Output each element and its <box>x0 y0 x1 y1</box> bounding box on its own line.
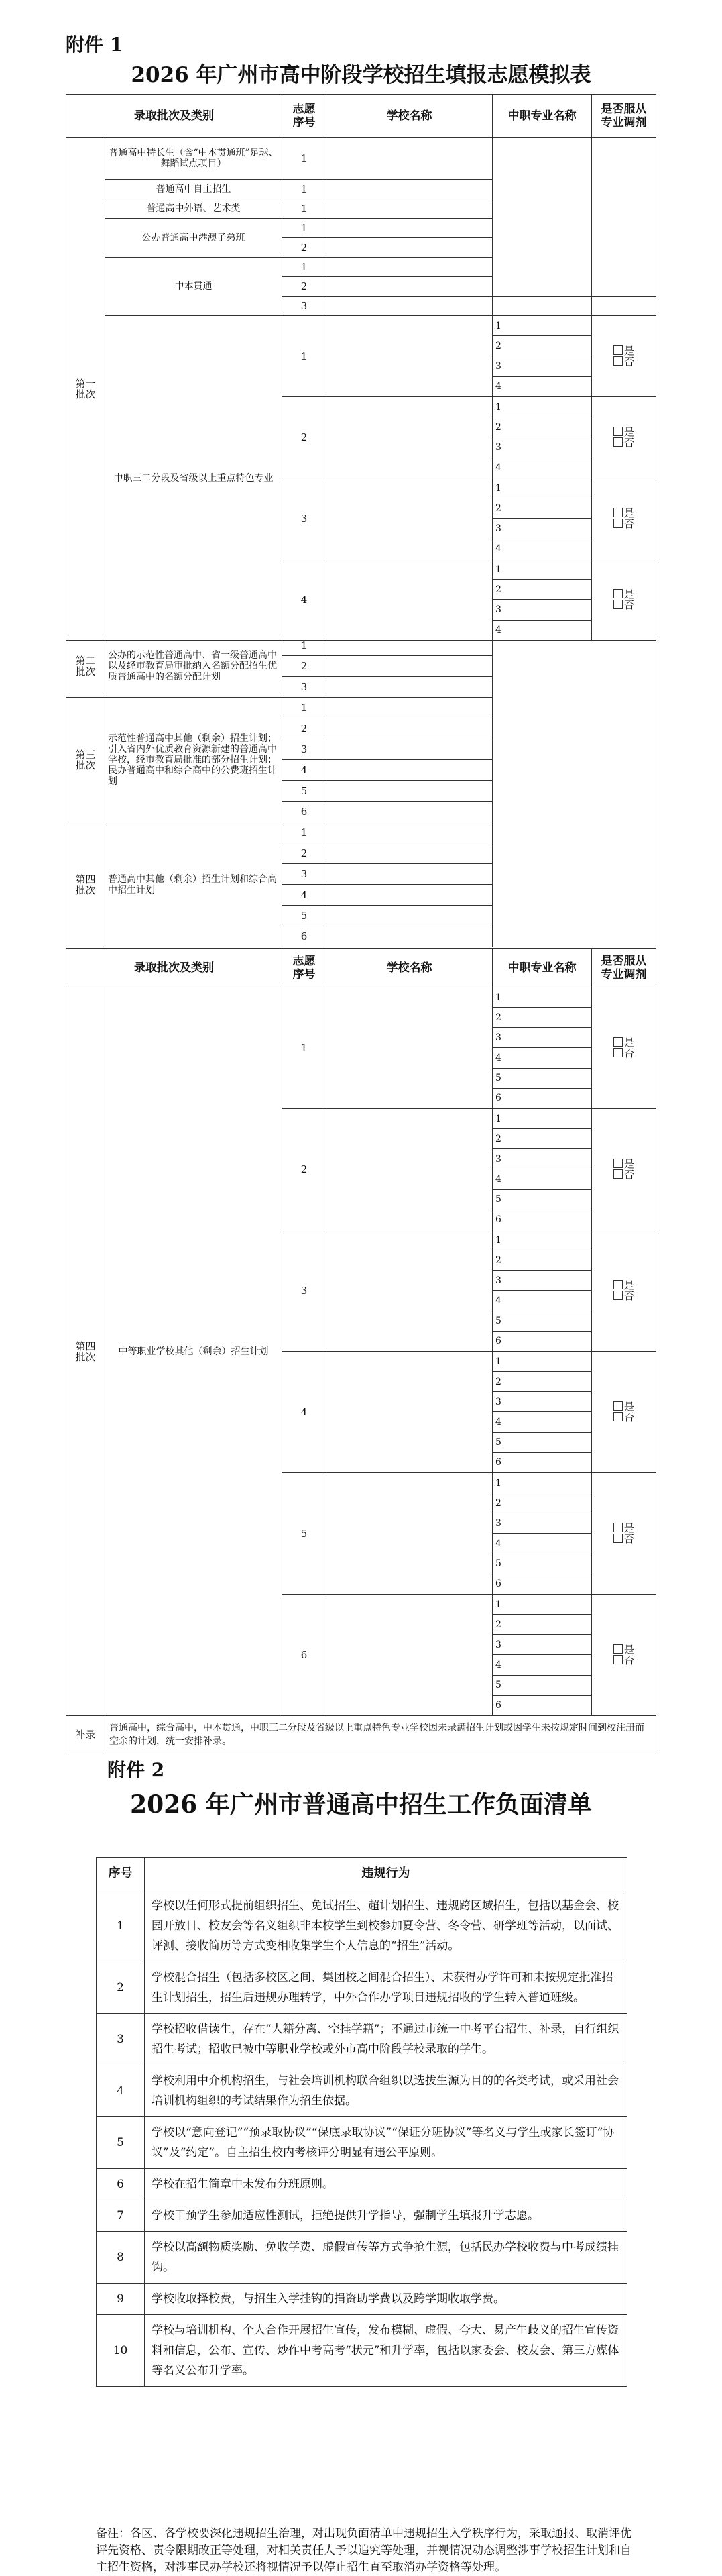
table-row: 7 学校干预学生参加适应性测试，拒绝提供升学指导，强制学生填报升学志愿。 <box>97 2200 627 2232</box>
order-num: 1 <box>282 987 326 1109</box>
order-num: 2 <box>282 718 326 739</box>
major-num: 4 <box>495 381 501 392</box>
list-header-item: 违规行为 <box>145 1858 627 1890</box>
batch-1-label: 第一 批次 <box>66 138 105 641</box>
order-num: 4 <box>282 1352 326 1473</box>
cat-zz-batch4: 中等职业学校其他（剩余）招生计划 <box>105 987 282 1716</box>
order-num: 1 <box>282 138 326 180</box>
cat-self: 普通高中自主招生 <box>105 180 282 199</box>
cat-batch3: 示范性普通高中其他（剩余）招生计划；引入省内外优质教育资源新建的普通高中学校，经市教育局批准的部分招生计划；民办普通高中和综合高中的公费班招生计划 <box>105 698 282 822</box>
school-cell[interactable] <box>326 802 493 822</box>
school-cell[interactable] <box>326 478 493 559</box>
batch-4-label: 第四 批次 <box>66 822 105 947</box>
adjust-choice[interactable]: 是 否 <box>592 397 656 478</box>
order-num: 5 <box>282 906 326 926</box>
adjust-choice[interactable]: 是 否 <box>592 1230 656 1352</box>
order-num: 1 <box>282 180 326 199</box>
order-num: 4 <box>282 559 326 641</box>
order-num: 3 <box>282 739 326 760</box>
attachment-2-label: 附件 2 <box>107 1759 165 1781</box>
adjust-choice[interactable]: 是 否 <box>592 316 656 397</box>
order-num: 6 <box>282 1595 326 1716</box>
list-title: 2026 年广州市普通高中招生工作负面清单 <box>130 1790 592 1819</box>
order-num: 2 <box>282 656 326 677</box>
school-cell[interactable] <box>326 885 493 906</box>
school-cell[interactable] <box>326 316 493 397</box>
school-cell[interactable] <box>326 1473 493 1595</box>
adjust-choice[interactable]: 是 否 <box>592 1109 656 1230</box>
order-num: 3 <box>282 478 326 559</box>
order-num: 2 <box>282 277 326 297</box>
order-num: 1 <box>282 258 326 277</box>
school-cell[interactable] <box>326 199 493 219</box>
order-num: 6 <box>282 802 326 822</box>
header-adjust: 是否服从 专业调剂 <box>592 95 656 138</box>
negative-list-table <box>96 1857 627 2387</box>
batch-2-label: 第二 批次 <box>66 635 105 698</box>
adjust-choice[interactable]: 是 否 <box>592 1473 656 1595</box>
school-cell[interactable] <box>326 219 493 238</box>
cat-zz: 中职三二分段及省级以上重点特色专业 <box>105 316 282 641</box>
adjust-choice[interactable]: 是 否 <box>592 559 656 641</box>
school-cell[interactable] <box>326 397 493 478</box>
order-num: 1 <box>282 199 326 219</box>
order-num: 1 <box>282 316 326 397</box>
school-cell[interactable] <box>326 926 493 947</box>
school-cell[interactable] <box>326 277 493 297</box>
school-cell[interactable] <box>326 760 493 781</box>
header-category: 录取批次及类别 <box>66 95 282 138</box>
school-cell[interactable] <box>326 1352 493 1473</box>
header-major: 中职专业名称 <box>493 95 592 138</box>
order-num: 1 <box>282 219 326 238</box>
school-cell[interactable] <box>326 1109 493 1230</box>
school-cell[interactable] <box>326 677 493 698</box>
header-school: 学校名称 <box>326 95 493 138</box>
order-num: 2 <box>282 1109 326 1230</box>
attachment-1-label: 附件 1 <box>66 34 123 56</box>
order-num: 5 <box>282 781 326 802</box>
header-major: 中职专业名称 <box>493 949 592 987</box>
volunteer-form-table: 录取批次及类别 志愿 序号 学校名称 中职专业名称 是否服从 专业调剂 第一 批次 普通高中特长生（含“中本贯通班”足球、舞蹈试点项目） 1 普通高中自主招生 1 普通高中外语、艺术类 1 公办普通高中港澳子弟班 1 2 中本贯通 1 2 3 中职三二分段及省级以上重点特色专业 1 1 2 3 4 是 否 2 1 2 3 4 是 否 3 1 2 3 4 是 否 4 1 2 3 4 是 否 <box>66 94 656 641</box>
order-num: 2 <box>282 238 326 258</box>
school-cell[interactable] <box>326 739 493 760</box>
order-num: 3 <box>282 864 326 885</box>
batch-3-label: 第三 批次 <box>66 698 105 822</box>
table-row: 6 学校在招生简章中未发布分班原则。 <box>97 2169 627 2200</box>
batch-4-label: 第四 批次 <box>66 987 105 1716</box>
order-num: 3 <box>282 1230 326 1352</box>
school-cell[interactable] <box>326 987 493 1109</box>
school-cell[interactable] <box>326 906 493 926</box>
vocational-table: 录取批次及类别 志愿 序号 学校名称 中职专业名称 是否服从 专业调剂 第四 批次 中等职业学校其他（剩余）招生计划 1 1 2 3 4 5 6 是 否 2 1 2 3 4 5 6 是 否 3 1 2 3 4 5 6 是 否 4 1 2 3 4 5 6 是 否 5 1 2 3 4 5 6 是 否 6 1 2 3 4 5 6 是 否 补录 普通高中，综合高中，中本贯通，中职三二分段及省级以上重点特色专业学校因未录满招生计划或因学生未按规定时间到校注册而空余的计划，统一安排补录。 <box>66 948 656 1754</box>
volunteer-form-table-lower <box>66 635 656 947</box>
major-cell-empty <box>493 297 592 316</box>
table-row: 5 学校以“意向登记”“预录取协议”“保底录取协议”“保证分班协议”等名义与学生或家长签订“协议”及“约定”。自主招生校内考核评分明显有违公平原则。 <box>97 2117 627 2169</box>
school-cell[interactable] <box>326 1230 493 1352</box>
order-num: 3 <box>282 677 326 698</box>
major-num: 2 <box>493 336 591 356</box>
order-num: 1 <box>282 635 326 656</box>
order-num: 1 <box>282 822 326 843</box>
table-row: 4 学校利用中介机构招生，与社会培训机构联合组织以选拔生源为目的的各类考试，或采用社会培训机构组织的考试结果作为招生依据。 <box>97 2065 627 2117</box>
table-row: 2 学校混合招生（包括多校区之间、集团校之间混合招生）、未获得办学许可和未按规定批准招生计划招生，招生后违规办理转学，中外合作办学项目违规招收的学生转入普通班级。 <box>97 1962 627 2014</box>
table-row: 9 学校收取择校费，与招生入学挂钩的捐资助学费以及跨学期收取学费。 <box>97 2284 627 2315</box>
table-row: 3 学校招收借读生，存在“人籍分离、空挂学籍”；不通过市统一中考平台招生、补录，自行组织招生考试；招收已被中等职业学校或外市高中阶段学校录取的学生。 <box>97 2014 627 2065</box>
form-title: 2026 年广州市高中阶段学校招生填报志愿模拟表 <box>131 63 591 87</box>
header-category: 录取批次及类别 <box>66 949 282 987</box>
cat-zb: 中本贯通 <box>105 258 282 316</box>
school-cell[interactable] <box>326 238 493 258</box>
table-row: 1 学校以任何形式提前组织招生、免试招生、超计划招生、违规跨区域招生，包括以基金会、校园开放日、校友会等名义组织非本校学生到校参加夏令营、冬令营、研学班等活动，以面试、评测、接收简历等方式变相收集学生个人信息的“招生”活动。 <box>97 1890 627 1962</box>
school-cell[interactable] <box>326 698 493 718</box>
order-num: 4 <box>282 885 326 906</box>
school-cell[interactable] <box>326 258 493 277</box>
school-cell[interactable] <box>326 656 493 677</box>
school-cell[interactable] <box>326 864 493 885</box>
order-num: 5 <box>282 1473 326 1595</box>
cat-batch4: 普通高中其他（剩余）招生计划和综合高中招生计划 <box>105 822 282 947</box>
cat-hkmo: 公办普通高中港澳子弟班 <box>105 219 282 258</box>
checkbox-no <box>613 356 623 366</box>
school-cell[interactable] <box>326 180 493 199</box>
order-num: 2 <box>282 843 326 864</box>
header-order: 志愿 序号 <box>282 949 326 987</box>
table-row: 8 学校以高额物质奖励、免收学费、虚假宣传等方式争抢生源，包括民办学校收费与中考成绩挂钩。 <box>97 2232 627 2284</box>
adjust-choice[interactable]: 是 否 <box>592 478 656 559</box>
cat-batch2: 公办的示范性普通高中、省一级普通高中以及经市教育局审批纳入名额分配招生优质普通高中的名额分配计划 <box>105 635 282 698</box>
school-cell[interactable] <box>326 635 493 656</box>
order-num: 1 <box>282 698 326 718</box>
cat-lang: 普通高中外语、艺术类 <box>105 199 282 219</box>
supplement-text: 普通高中，综合高中，中本贯通，中职三二分段及省级以上重点特色专业学校因未录满招生计划或因学生未按规定时间到校注册而空余的计划，统一安排补录。 <box>105 1716 656 1754</box>
adjust-choice[interactable]: 是 否 <box>592 987 656 1109</box>
adjust-cell-empty <box>592 297 656 316</box>
school-cell[interactable] <box>326 297 493 316</box>
supplement-label: 补录 <box>66 1716 105 1754</box>
adjust-choice[interactable]: 是 否 <box>592 1595 656 1716</box>
order-num: 3 <box>282 297 326 316</box>
school-cell[interactable] <box>326 138 493 180</box>
school-cell[interactable] <box>326 781 493 802</box>
checkbox-yes <box>613 345 623 355</box>
order-num: 2 <box>282 397 326 478</box>
header-adjust: 是否服从 专业调剂 <box>592 949 656 987</box>
school-cell[interactable] <box>326 559 493 641</box>
order-num: 4 <box>282 760 326 781</box>
blank-area <box>493 635 656 947</box>
major-cell-empty <box>493 138 592 297</box>
major-num: 3 <box>493 356 591 376</box>
order-num: 6 <box>282 926 326 947</box>
adjust-choice[interactable]: 是 否 <box>592 1352 656 1473</box>
header-school: 学校名称 <box>326 949 493 987</box>
adjust-cell-empty <box>592 138 656 297</box>
list-header-no: 序号 <box>97 1858 145 1890</box>
cat-special: 普通高中特长生（含“中本贯通班”足球、舞蹈试点项目） <box>105 138 282 180</box>
school-cell[interactable] <box>326 822 493 843</box>
footnote: 备注：各区、各学校要深化违规招生治理，对出现负面清单中违规招生入学秩序行为，采取通报、取消评优评先资格、责令限期改正等处理，对相关责任人予以追究等处理，并视情况动态调整涉事学校招生计划和自主招生资格，对涉事民办学校还将视情况予以停止招生直至取消办学资格等处理。 <box>96 2527 631 2574</box>
school-cell[interactable] <box>326 1595 493 1716</box>
major-num: 1 <box>493 316 591 336</box>
table-row: 10 学校与培训机构、个人合作开展招生宣传，发布模糊、虚假、夸大、易产生歧义的招生宣传资料和信息，公布、宣传、炒作中考高考“状元”和升学率，包括以家委会、校友会、第三方媒体等名义公布升学率。 <box>97 2315 627 2387</box>
school-cell[interactable] <box>326 718 493 739</box>
header-order: 志愿 序号 <box>282 95 326 138</box>
school-cell[interactable] <box>326 843 493 864</box>
